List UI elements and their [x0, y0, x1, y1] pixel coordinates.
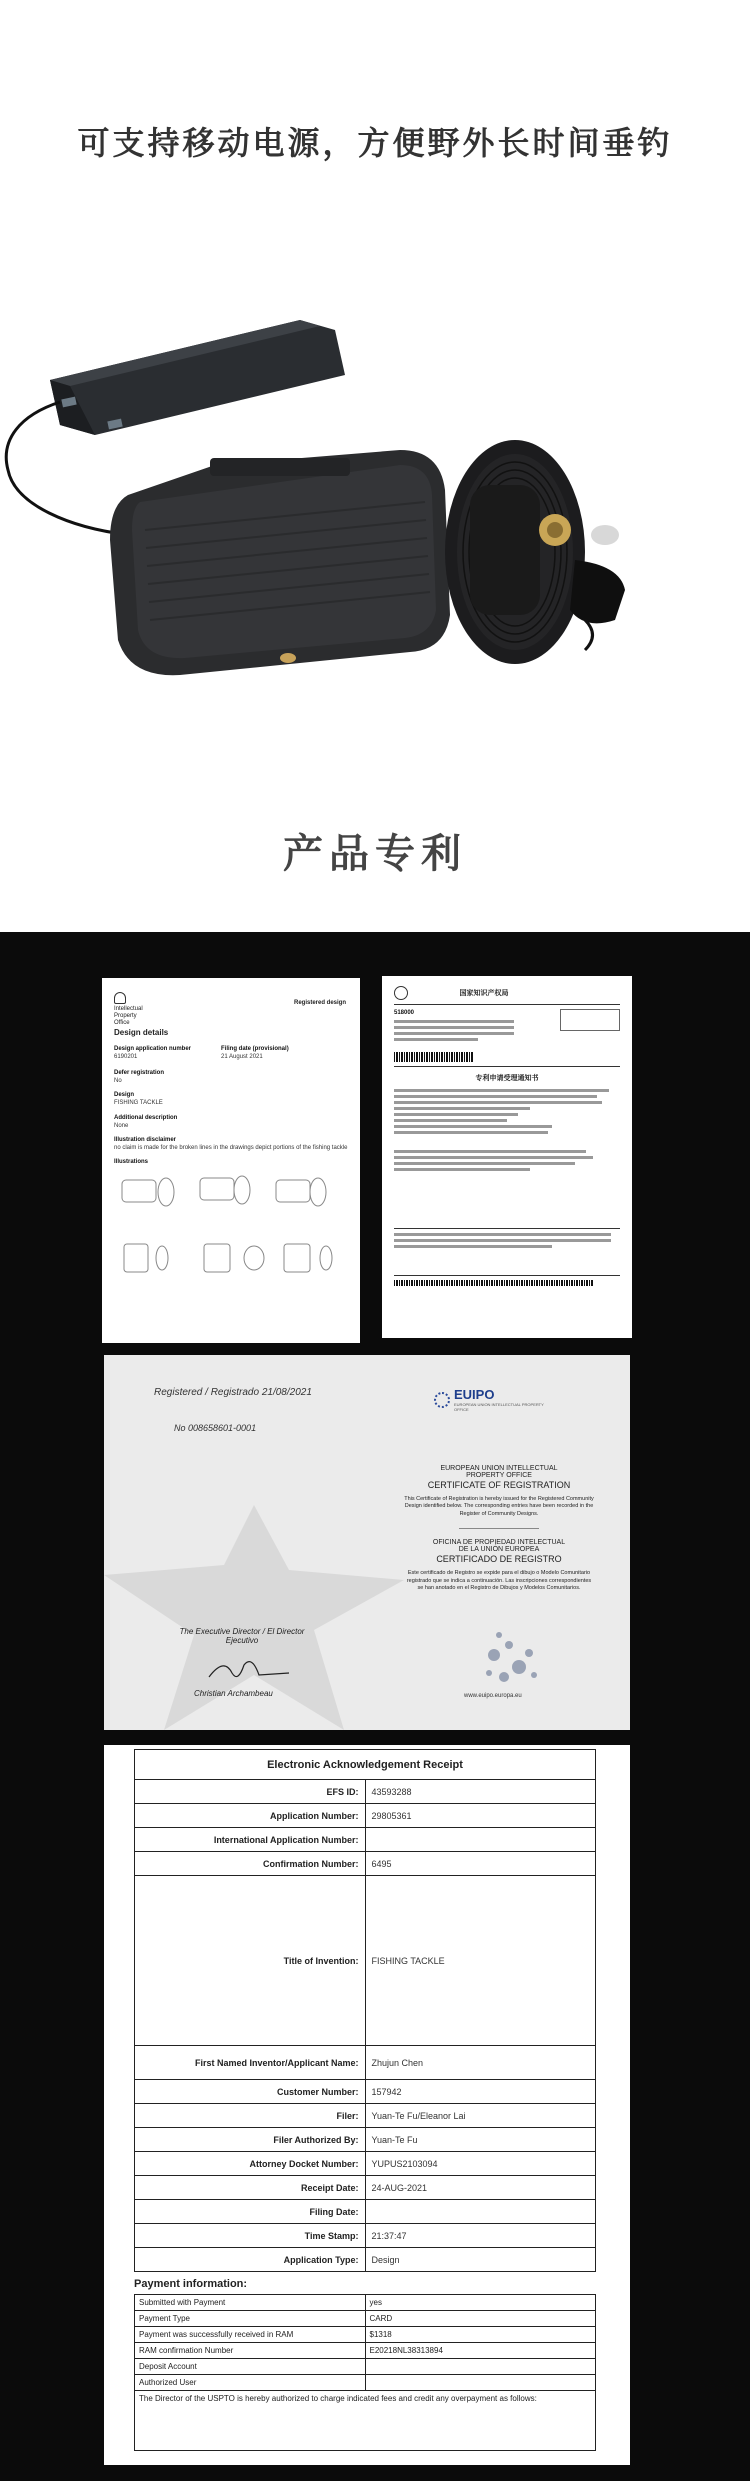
- row-value: 21:37:47: [365, 2224, 596, 2248]
- row-label: First Named Inventor/Applicant Name:: [135, 2046, 366, 2080]
- patents-heading: 产品专利: [283, 831, 467, 877]
- table-row: [135, 2311, 596, 2327]
- row-label: Authorized User: [135, 2375, 366, 2391]
- director-title: Ejecutivo: [225, 1636, 259, 1645]
- row-value: $1318: [365, 2327, 596, 2343]
- receipt-table: [134, 1749, 596, 2272]
- controller-box-image: [110, 450, 450, 675]
- row-value: 43593288: [365, 1780, 596, 1804]
- cn-notice-title: 专利申请受理通知书: [475, 1075, 539, 1083]
- postal-code: 518000: [394, 1010, 415, 1016]
- euipo-website: www.euipo.europa.eu: [464, 1693, 522, 1699]
- row-value: YUPUS2103094: [365, 2152, 596, 2176]
- table-row: [135, 2080, 596, 2104]
- office-name-line: Office: [114, 1020, 130, 1027]
- table-row: [135, 2104, 596, 2128]
- director-signature: [204, 1655, 294, 1685]
- row-label: Confirmation Number:: [135, 1852, 366, 1876]
- row-value: [365, 1828, 596, 1852]
- euipo-certificate-document: [104, 1355, 630, 1730]
- row-value: Zhujun Chen: [365, 2046, 596, 2080]
- row-label: Customer Number:: [135, 2080, 366, 2104]
- field-label: Additional description: [114, 1114, 178, 1121]
- table-row: [135, 2046, 596, 2080]
- euipo-brand-sub: EUROPEAN UNION INTELLECTUAL PROPERTY OFFICE: [454, 1402, 544, 1412]
- field-value: 6190201: [114, 1054, 138, 1061]
- row-label: Deposit Account: [135, 2359, 366, 2375]
- table-row: [135, 2176, 596, 2200]
- field-label: Filing date (provisional): [221, 1046, 289, 1052]
- row-value: [365, 2359, 596, 2375]
- table-row: [135, 1804, 596, 1828]
- row-label: Application Number:: [135, 1804, 366, 1828]
- row-label: Submitted with Payment: [135, 2295, 366, 2311]
- row-label: EFS ID:: [135, 1780, 366, 1804]
- registered-design-label: Registered design: [293, 1000, 346, 1006]
- row-label: RAM confirmation Number: [135, 2343, 366, 2359]
- cert-en-title: EUROPEAN UNION INTELLECTUAL: [440, 1465, 558, 1472]
- cert-en-body: This Certificate of Registration is hereby issued for the Registered Community Design identified below. The corresponding entries have been recorded in the Register of Community Designs.: [404, 1496, 594, 1517]
- row-value: [365, 2375, 596, 2391]
- row-label: Application Type:: [135, 2248, 366, 2272]
- cert-es-title: DE LA UNIÓN EUROPEA: [458, 1546, 540, 1554]
- row-value: 157942: [365, 2080, 596, 2104]
- table-row: [135, 2343, 596, 2359]
- field-label: Illustration disclaimer: [114, 1136, 177, 1143]
- field-value: None: [114, 1122, 129, 1129]
- table-row: [135, 2327, 596, 2343]
- signatory-name: Christian Archambeau: [194, 1689, 273, 1698]
- row-value: 29805361: [365, 1804, 596, 1828]
- design-details-title: Design details: [114, 1028, 169, 1037]
- field-value: No: [114, 1078, 122, 1085]
- receipt-title: Electronic Acknowledgement Receipt: [135, 1750, 596, 1780]
- table-row: [135, 2200, 596, 2224]
- row-value: 6495: [365, 1852, 596, 1876]
- cable-reel-image: [445, 440, 625, 664]
- field-label: Design: [114, 1092, 135, 1099]
- design-illustrations: [114, 1172, 344, 1292]
- field-value: no claim is made for the broken lines in the drawings depict portions of the fishing tackle: [114, 1144, 348, 1151]
- row-value: yes: [365, 2295, 596, 2311]
- table-row: [135, 2224, 596, 2248]
- row-label: Title of Invention:: [135, 1876, 366, 2046]
- registration-date: Registered / Registrado 21/08/2021: [154, 1387, 312, 1398]
- payment-table: [134, 2294, 596, 2391]
- table-row: [135, 2295, 596, 2311]
- field-label: Design application number: [114, 1046, 192, 1052]
- crest-icon: [114, 992, 126, 1004]
- table-row: [135, 2152, 596, 2176]
- row-value: 24-AUG-2021: [365, 2176, 596, 2200]
- row-value: Design: [365, 2248, 596, 2272]
- row-label: Attorney Docket Number:: [135, 2152, 366, 2176]
- payment-heading: Payment information:: [134, 2278, 248, 2290]
- cn-office-name: 国家知识产权局: [459, 990, 509, 997]
- row-value: Yuan-Te Fu: [365, 2128, 596, 2152]
- cert-en-title: PROPERTY OFFICE: [466, 1472, 532, 1479]
- row-label: Filer Authorized By:: [135, 2128, 366, 2152]
- uk-registered-design-document: [102, 978, 360, 1343]
- uspto-receipt-document: [104, 1745, 630, 2465]
- table-row: [135, 2128, 596, 2152]
- payment-note: The Director of the USPTO is hereby authorized to charge indicated fees and credit any overpayment as follows:: [134, 2391, 596, 2451]
- ipo-logo: [114, 992, 143, 1028]
- row-label: Time Stamp:: [135, 2224, 366, 2248]
- table-row: [135, 1780, 596, 1804]
- director-title: The Executive Director / El Director: [179, 1627, 305, 1636]
- row-label: Filing Date:: [135, 2200, 366, 2224]
- row-value: E20218NL38313894: [365, 2343, 596, 2359]
- row-label: Payment was successfully received in RAM: [135, 2327, 366, 2343]
- registration-number: No 008658601-0001: [174, 1423, 257, 1433]
- table-row: [135, 1876, 596, 2046]
- power-bank-heading: 可支持移动电源，方便野外长时间垂钓: [77, 124, 673, 162]
- cn-patent-notice-document: [382, 976, 632, 1338]
- eu-stars-icon: [434, 1392, 450, 1408]
- product-illustration: [0, 290, 750, 760]
- office-name-line: Property: [114, 1013, 137, 1020]
- cert-es-body: Este certificado de Registro se expide para el dibujo o Modelo Comunitario registrado que se indica a continuación. Las inscripciones correspondientes se han anotado en el Registro de Dibujos y Modelos Comunitarios.: [406, 1570, 592, 1592]
- euipo-logo: [434, 1387, 544, 1412]
- row-label: Receipt Date:: [135, 2176, 366, 2200]
- row-value: [365, 2200, 596, 2224]
- office-name-line: Intellectual: [114, 1006, 143, 1012]
- table-row: [135, 2248, 596, 2272]
- euipo-brand: EUIPO: [454, 1387, 495, 1402]
- row-value: Yuan-Te Fu/Eleanor Lai: [365, 2104, 596, 2128]
- table-row: [135, 1828, 596, 1852]
- row-label: Filer:: [135, 2104, 366, 2128]
- row-label: International Application Number:: [135, 1828, 366, 1852]
- table-row: [135, 1852, 596, 1876]
- cert-es-heading: CERTIFICADO DE REGISTRO: [436, 1554, 562, 1565]
- table-row: [135, 2359, 596, 2375]
- cnipa-logo-icon: [394, 986, 408, 1000]
- field-label: Defer registration: [114, 1070, 165, 1077]
- row-value: FISHING TACKLE: [365, 1876, 596, 2046]
- cert-es-title: OFICINA DE PROPIEDAD INTELECTUAL: [432, 1539, 566, 1547]
- field-value: FISHING TACKLE: [114, 1100, 163, 1107]
- field-value: 21 August 2021: [221, 1054, 263, 1061]
- row-label: Payment Type: [135, 2311, 366, 2327]
- row-value: CARD: [365, 2311, 596, 2327]
- barcode: [394, 1052, 474, 1062]
- table-row: [135, 2375, 596, 2391]
- field-label: Illustrations: [114, 1158, 149, 1165]
- cert-en-heading: CERTIFICATE OF REGISTRATION: [427, 1480, 571, 1490]
